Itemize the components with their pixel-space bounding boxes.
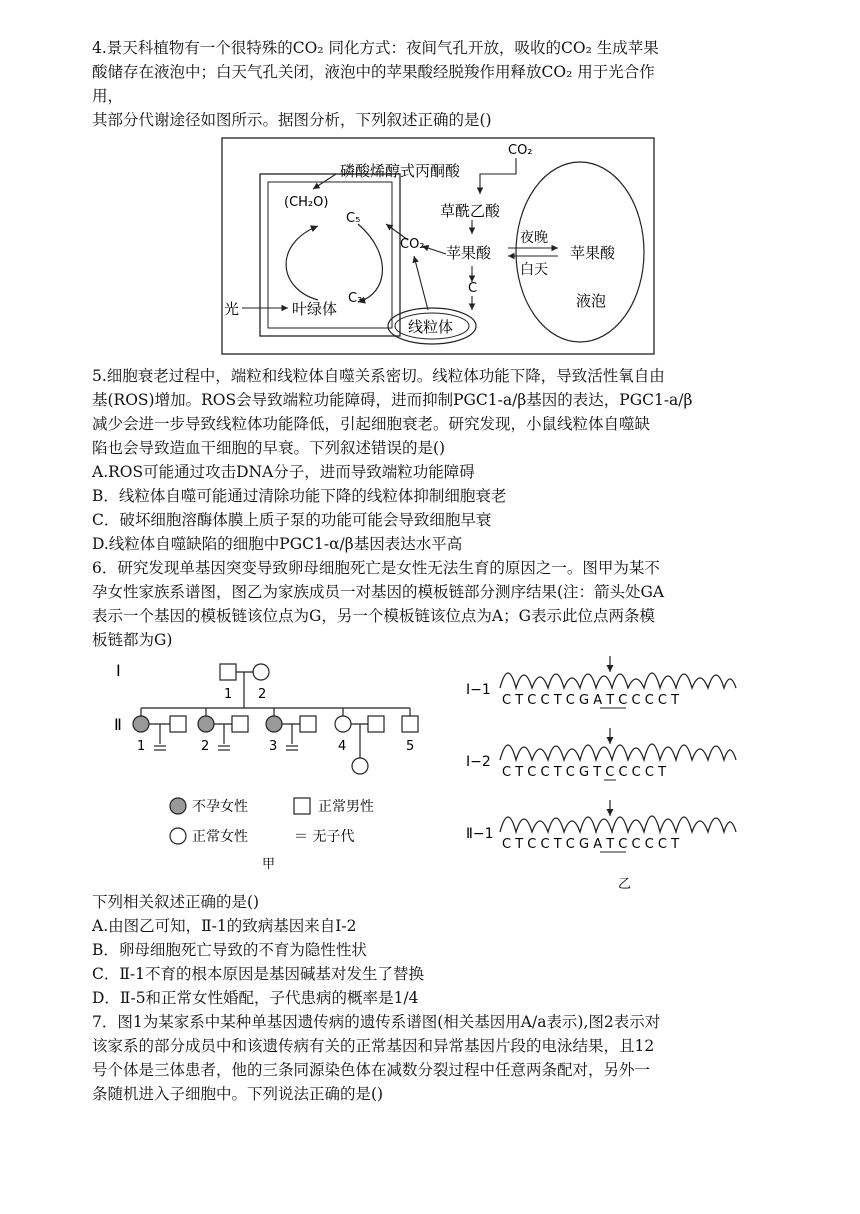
seq-bases-i1: C T C C T C G A T C C C C T bbox=[502, 693, 680, 708]
ii2-number: 2 bbox=[201, 739, 210, 754]
malate-left-label: 苹果酸 bbox=[446, 244, 492, 262]
pedigree-ii4-spouse bbox=[368, 716, 384, 732]
seq-label-i2: I−2 bbox=[466, 754, 491, 770]
c5-label: C₅ bbox=[346, 211, 361, 226]
legend-infertile-female: 不孕女性 bbox=[192, 799, 248, 815]
q7-line-2: 该家系的部分成员中和该遗传病有关的正常基因和异常基因片段的电泳结果，且12 bbox=[92, 1037, 655, 1055]
seq-bases-i2: C T C C T C G T C C C C T bbox=[502, 765, 667, 780]
figure-yi-caption: 乙 bbox=[618, 877, 632, 892]
q6-option-c: C．Ⅱ-1不育的根本原因是基因碱基对发生了替换 bbox=[92, 965, 424, 983]
ii1-number: 1 bbox=[137, 739, 146, 754]
light-label: 光 bbox=[224, 300, 240, 318]
q6-option-a: A.由图乙可知，Ⅱ-1的致病基因来自I-2 bbox=[92, 917, 357, 935]
q6-line-1: 6．研究发现单基因突变导致卵母细胞死亡是女性无法生育的原因之一。图甲为某不 bbox=[92, 559, 660, 577]
pedigree-i1-male bbox=[220, 664, 236, 680]
pedigree-ii4-female bbox=[335, 716, 351, 732]
pedigree-ii2-infertile-female bbox=[198, 716, 214, 732]
sequencing-figure bbox=[460, 650, 750, 896]
mitochondrion-label: 线粒体 bbox=[408, 318, 454, 336]
ii5-number: 5 bbox=[406, 739, 415, 754]
day-label: 白天 bbox=[520, 262, 548, 278]
ch2o-label: (CH₂O) bbox=[284, 195, 329, 210]
seq-bases-ii1: C T C C T C G A T C C C C T bbox=[502, 837, 680, 852]
q6-line-4: 板链都为G) bbox=[92, 631, 173, 649]
pedigree-ii3-spouse bbox=[300, 716, 316, 732]
q6-option-d: D．Ⅱ-5和正常女性婚配，子代患病的概率是1/4 bbox=[92, 989, 419, 1007]
c-label: C bbox=[468, 281, 478, 296]
pep-label: 磷酸烯醇式丙酮酸 bbox=[340, 162, 461, 180]
night-label: 夜晚 bbox=[520, 230, 548, 246]
q5-line-2: 基(ROS)增加。ROS会导致端粒功能障碍，进而抑制PGC1-a/β基因的表达，PGC1-a/β bbox=[92, 391, 693, 409]
legend-normal-female: 正常女性 bbox=[192, 829, 248, 845]
vacuole-label: 液泡 bbox=[576, 292, 607, 310]
c3-label: C₃ bbox=[348, 291, 363, 306]
chloroplast-label: 叶绿体 bbox=[292, 300, 338, 318]
legend-normal-male: 正常男性 bbox=[318, 799, 374, 815]
pedigree-iii-female bbox=[352, 758, 368, 774]
q7-line-3: 号个体是三体患者，他的三条同源染色体在减数分裂过程中任意两条配对，另外一 bbox=[92, 1061, 651, 1079]
q7-line-1: 7．图1为某家系中某种单基因遗传病的遗传系谱图(相关基因用A/a表示),图2表示对 bbox=[92, 1013, 661, 1031]
ii4-number: 4 bbox=[338, 739, 347, 754]
legend-childless: ＝ 无子代 bbox=[294, 829, 355, 845]
q6-line-3: 表示一个基因的模板链该位点为G，另一个模板链该位点为A；G表示此位点两条模 bbox=[92, 607, 655, 625]
q7-line-4: 条随机进入子细胞中。下列说法正确的是() bbox=[92, 1085, 384, 1103]
q5-line-1: 5.细胞衰老过程中，端粒和线粒体自噬关系密切。线粒体功能下降，导致活性氧自由 bbox=[92, 367, 665, 385]
pedigree-ii3-infertile-female bbox=[266, 716, 282, 732]
oxaloacetate-label: 草酰乙酸 bbox=[440, 202, 501, 220]
q4-line-2: 酸储存在液泡中；白天气孔关闭，液泡中的苹果酸经脱羧作用释放CO₂ 用于光合作 bbox=[92, 63, 655, 81]
pedigree-ii5-male bbox=[402, 716, 418, 732]
malate-right-label: 苹果酸 bbox=[570, 244, 616, 262]
q4-line-3: 用， bbox=[92, 87, 124, 105]
figure-jia-caption: 甲 bbox=[262, 857, 276, 872]
generation-2-label: Ⅱ bbox=[114, 715, 122, 734]
q6-line-2: 孕女性家族系谱图，图乙为家族成员一对基因的模板链部分测序结果(注：箭头处GA bbox=[92, 583, 665, 601]
pedigree-i2-female bbox=[253, 664, 269, 680]
q5-line-4: 陷也会导致造血干细胞的早衰。下列叙述错误的是() bbox=[92, 439, 446, 457]
pedigree-ii1-spouse bbox=[170, 716, 186, 732]
q5-option-c: C．破坏细胞溶酶体膜上质子泵的功能可能会导致细胞早衰 bbox=[92, 511, 492, 529]
i2-number: 2 bbox=[258, 687, 267, 702]
q5-option-a: A.ROS可能通过攻击DNA分子，进而导致端粒功能障碍 bbox=[92, 463, 475, 481]
i1-number: 1 bbox=[224, 687, 233, 702]
q6-prompt: 下列相关叙述正确的是() bbox=[92, 893, 260, 911]
q6-option-b: B．卵母细胞死亡导致的不育为隐性性状 bbox=[92, 941, 367, 959]
generation-1-label: I bbox=[116, 661, 121, 680]
pedigree-figure bbox=[108, 654, 438, 880]
q4-line-1: 4.景天科植物有一个很特殊的CO₂ 同化方式：夜间气孔开放，吸收的CO₂ 生成苹果 bbox=[92, 39, 659, 57]
seq-label-ii1: Ⅱ−1 bbox=[466, 826, 494, 842]
co2-top-label: CO₂ bbox=[508, 143, 533, 158]
pedigree-ii2-spouse bbox=[232, 716, 248, 732]
q5-option-d: D.线粒体自噬缺陷的细胞中PGC1-α/β基因表达水平高 bbox=[92, 535, 463, 553]
q4-line-4: 其部分代谢途径如图所示。据图分析，下列叙述正确的是() bbox=[92, 111, 492, 129]
seq-label-i1: I−1 bbox=[466, 682, 491, 698]
co2-mid-label: CO₂ bbox=[400, 237, 425, 252]
q5-line-3: 减少会进一步导致线粒体功能降低，引起细胞衰老。研究发现，小鼠线粒体自噬缺 bbox=[92, 415, 651, 433]
q5-option-b: B．线粒体自噬可能通过清除功能下降的线粒体抑制细胞衰老 bbox=[92, 487, 507, 505]
cam-pathway-figure bbox=[218, 134, 658, 358]
ii3-number: 3 bbox=[269, 739, 278, 754]
pedigree-ii1-infertile-female bbox=[133, 716, 149, 732]
